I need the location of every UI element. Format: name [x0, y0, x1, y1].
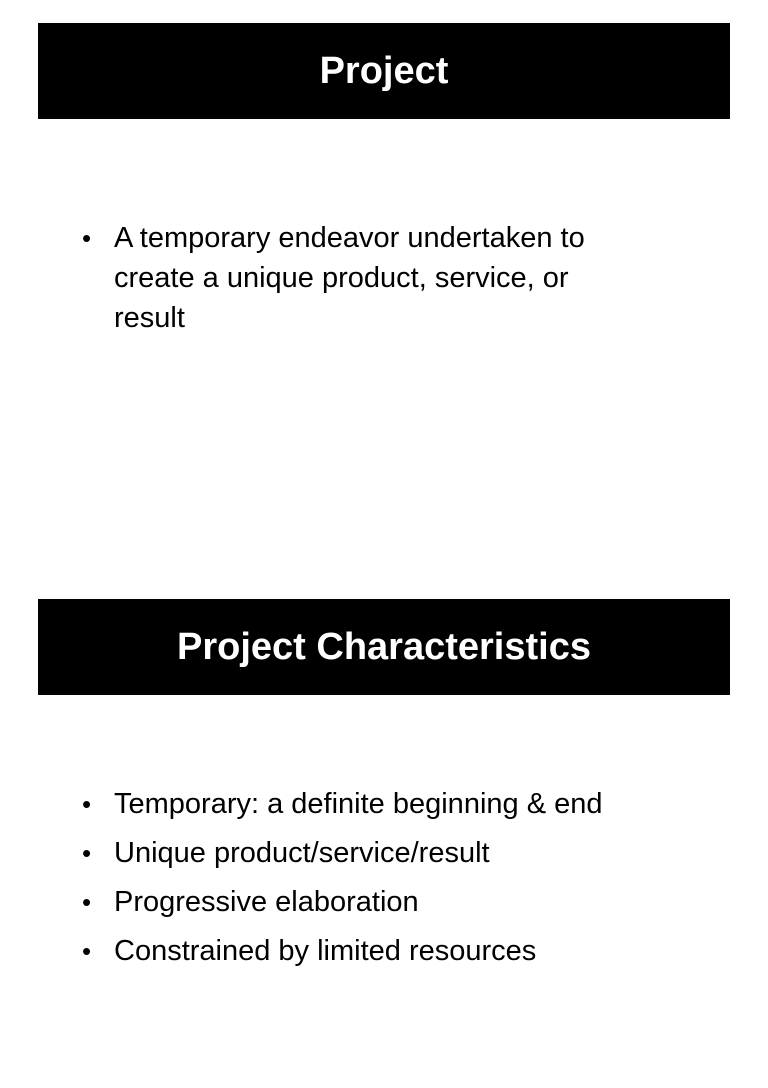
bullet-item: [82, 878, 722, 927]
bullet-item: [82, 218, 642, 338]
bullet-icon: •: [82, 789, 92, 819]
slide-title: Project Characteristics: [177, 626, 591, 668]
bullet-icon: •: [82, 936, 92, 966]
bullet-text: Progressive elaboration: [114, 886, 419, 918]
bullet-icon: •: [82, 838, 92, 868]
bullet-item: [82, 829, 722, 878]
bullet-list: [82, 780, 722, 976]
bullet-text: A temporary endeavor undertaken to create a unique product, service, or result: [114, 222, 585, 334]
bullet-icon: •: [82, 887, 92, 917]
slide-title: Project: [319, 50, 449, 92]
slide-title-bar: [38, 599, 730, 695]
slide-project: [0, 0, 768, 512]
slide-project-characteristics: [0, 576, 768, 1088]
bullet-item: [82, 780, 722, 829]
bullet-text: Temporary: a definite beginning & end: [114, 788, 603, 820]
bullet-text: Constrained by limited resources: [114, 935, 537, 967]
bullet-list: [82, 218, 642, 338]
bullet-item: [82, 927, 722, 976]
slide-title-bar: [38, 23, 730, 119]
bullet-text: Unique product/service/result: [114, 837, 490, 869]
bullet-icon: •: [82, 223, 92, 253]
